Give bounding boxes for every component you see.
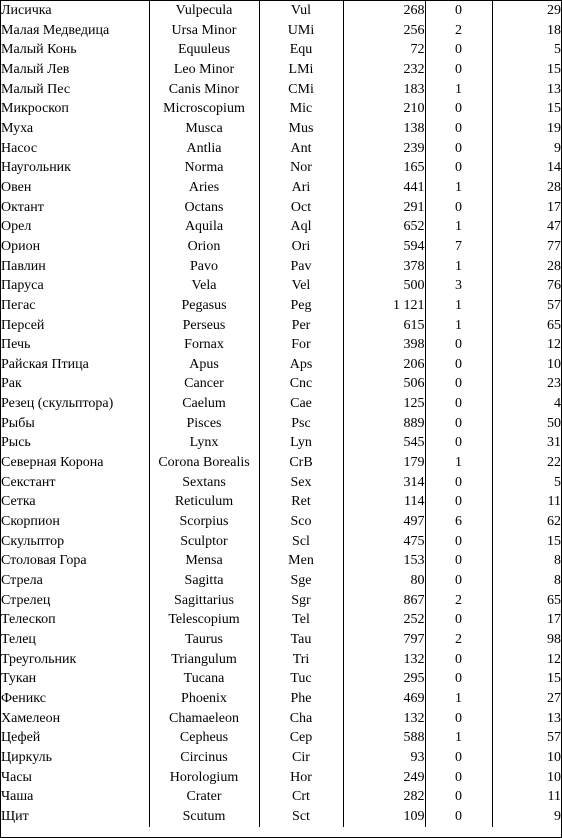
count-a-cell: 1: [425, 316, 492, 336]
count-b-cell: 57: [492, 728, 561, 748]
latin-name-cell: Sagittarius: [149, 591, 259, 611]
count-a-cell: 0: [425, 394, 492, 414]
latin-name-cell: Tucana: [149, 669, 259, 689]
latin-name-cell: Chamaeleon: [149, 709, 259, 729]
latin-name-cell: Apus: [149, 355, 259, 375]
count-a-cell: 2: [425, 630, 492, 650]
area-cell: 545: [343, 433, 425, 453]
latin-name-cell: Norma: [149, 158, 259, 178]
count-b-cell: 76: [492, 276, 561, 296]
latin-name-cell: Sagitta: [149, 571, 259, 591]
count-b-cell: 28: [492, 178, 561, 198]
table-row: [1, 80, 561, 100]
table-row: [1, 237, 561, 257]
russian-name-cell: Наугольник: [1, 160, 71, 176]
abbreviation-cell: Cha: [259, 709, 343, 729]
count-a-cell: 1: [425, 178, 492, 198]
count-b-cell: 9: [492, 139, 561, 159]
russian-name-cell: Стрелец: [1, 592, 51, 608]
russian-name-cell: Малый Пес: [1, 81, 71, 97]
russian-name-cell: Печь: [1, 337, 31, 353]
count-b-cell: 13: [492, 80, 561, 100]
count-a-cell: 0: [425, 198, 492, 218]
area-cell: 109: [343, 807, 425, 827]
russian-name-cell: Циркуль: [1, 749, 52, 765]
latin-name-cell: Pisces: [149, 414, 259, 434]
latin-name-cell: Sextans: [149, 473, 259, 493]
area-cell: 295: [343, 669, 425, 689]
table-row: [1, 807, 561, 827]
table-row: [1, 139, 561, 159]
table-body: [1, 1, 561, 827]
russian-name-cell: Северная Корона: [1, 455, 104, 471]
area-cell: 282: [343, 787, 425, 807]
russian-name-cell: Цефей: [1, 730, 41, 746]
abbreviation-cell: Aql: [259, 217, 343, 237]
count-a-cell: 0: [425, 610, 492, 630]
table-row: [1, 99, 561, 119]
count-b-cell: 8: [492, 551, 561, 571]
area-cell: 594: [343, 237, 425, 257]
abbreviation-cell: Peg: [259, 296, 343, 316]
area-cell: 232: [343, 60, 425, 80]
count-a-cell: 1: [425, 689, 492, 709]
count-b-cell: 98: [492, 630, 561, 650]
table-row: [1, 591, 561, 611]
area-cell: 93: [343, 748, 425, 768]
abbreviation-cell: Tel: [259, 610, 343, 630]
abbreviation-cell: Ori: [259, 237, 343, 257]
latin-name-cell: Fornax: [149, 335, 259, 355]
russian-name-cell: Тукан: [1, 671, 37, 687]
table-row: [1, 60, 561, 80]
abbreviation-cell: Men: [259, 551, 343, 571]
area-cell: 500: [343, 276, 425, 296]
russian-name-cell: Малая Медведица: [1, 22, 110, 38]
area-cell: 114: [343, 492, 425, 512]
latin-name-cell: Microscopium: [149, 99, 259, 119]
count-b-cell: 19: [492, 119, 561, 139]
count-a-cell: 1: [425, 80, 492, 100]
table-row: [1, 178, 561, 198]
count-a-cell: 0: [425, 139, 492, 159]
russian-name-cell: Октант: [1, 199, 44, 215]
latin-name-cell: Corona Borealis: [149, 453, 259, 473]
area-cell: 125: [343, 394, 425, 414]
russian-name-cell: Рысь: [1, 435, 31, 451]
area-cell: 291: [343, 198, 425, 218]
abbreviation-cell: Per: [259, 316, 343, 336]
russian-name-cell: Малый Лев: [1, 61, 70, 77]
area-cell: 797: [343, 630, 425, 650]
russian-name-cell: Райская Птица: [1, 356, 89, 372]
russian-name-cell: Овен: [1, 179, 32, 195]
latin-name-cell: Cepheus: [149, 728, 259, 748]
count-a-cell: 0: [425, 1, 492, 21]
area-cell: 615: [343, 316, 425, 336]
count-b-cell: 15: [492, 99, 561, 119]
russian-name-cell: Паруса: [1, 278, 44, 294]
table-row: [1, 512, 561, 532]
table-row: [1, 1, 561, 21]
area-cell: 469: [343, 689, 425, 709]
count-b-cell: 31: [492, 433, 561, 453]
abbreviation-cell: LMi: [259, 60, 343, 80]
count-b-cell: 11: [492, 492, 561, 512]
count-a-cell: 0: [425, 60, 492, 80]
russian-name-cell: Треугольник: [1, 651, 77, 667]
count-a-cell: 1: [425, 217, 492, 237]
area-cell: 867: [343, 591, 425, 611]
area-cell: 441: [343, 178, 425, 198]
abbreviation-cell: Vul: [259, 1, 343, 21]
count-b-cell: 22: [492, 453, 561, 473]
count-a-cell: 0: [425, 119, 492, 139]
russian-name-cell: Пегас: [1, 297, 36, 313]
count-a-cell: 0: [425, 473, 492, 493]
latin-name-cell: Taurus: [149, 630, 259, 650]
table-row: [1, 787, 561, 807]
count-a-cell: 0: [425, 492, 492, 512]
table-row: [1, 689, 561, 709]
count-a-cell: 0: [425, 99, 492, 119]
russian-name-cell: Хамелеон: [1, 710, 61, 726]
abbreviation-cell: Lyn: [259, 433, 343, 453]
latin-name-cell: Telescopium: [149, 610, 259, 630]
area-cell: 475: [343, 532, 425, 552]
abbreviation-cell: Tri: [259, 650, 343, 670]
count-a-cell: 0: [425, 787, 492, 807]
abbreviation-cell: Sct: [259, 807, 343, 827]
abbreviation-cell: CMi: [259, 80, 343, 100]
area-cell: 132: [343, 709, 425, 729]
abbreviation-cell: Scl: [259, 532, 343, 552]
area-cell: 256: [343, 21, 425, 41]
latin-name-cell: Octans: [149, 198, 259, 218]
count-b-cell: 12: [492, 650, 561, 670]
abbreviation-cell: UMi: [259, 21, 343, 41]
russian-name-cell: Щит: [1, 808, 29, 824]
table-row: [1, 473, 561, 493]
area-cell: 1 121: [343, 296, 425, 316]
latin-name-cell: Aries: [149, 178, 259, 198]
latin-name-cell: Ursa Minor: [149, 21, 259, 41]
table-row: [1, 610, 561, 630]
area-cell: 497: [343, 512, 425, 532]
latin-name-cell: Mensa: [149, 551, 259, 571]
count-b-cell: 17: [492, 610, 561, 630]
abbreviation-cell: Ret: [259, 492, 343, 512]
table-row: [1, 198, 561, 218]
russian-name-cell: Орион: [1, 238, 41, 254]
count-b-cell: 5: [492, 473, 561, 493]
abbreviation-cell: Sco: [259, 512, 343, 532]
abbreviation-cell: Aps: [259, 355, 343, 375]
abbreviation-cell: Nor: [259, 158, 343, 178]
table-row: [1, 257, 561, 277]
abbreviation-cell: Cep: [259, 728, 343, 748]
count-b-cell: 28: [492, 257, 561, 277]
area-cell: 132: [343, 650, 425, 670]
russian-name-cell: Рыбы: [1, 415, 35, 431]
table-row: [1, 394, 561, 414]
area-cell: 138: [343, 119, 425, 139]
table-row: [1, 21, 561, 41]
abbreviation-cell: CrB: [259, 453, 343, 473]
area-cell: 314: [343, 473, 425, 493]
russian-name-cell: Лисичка: [1, 3, 52, 18]
area-cell: 165: [343, 158, 425, 178]
count-b-cell: 50: [492, 414, 561, 434]
count-a-cell: 0: [425, 551, 492, 571]
russian-name-cell: Чаша: [1, 789, 34, 805]
table-row: [1, 630, 561, 650]
count-b-cell: 17: [492, 198, 561, 218]
russian-name-cell: Сетка: [1, 494, 36, 510]
abbreviation-cell: Cir: [259, 748, 343, 768]
abbreviation-cell: Pav: [259, 257, 343, 277]
latin-name-cell: Vulpecula: [149, 1, 259, 21]
count-a-cell: 0: [425, 374, 492, 394]
count-b-cell: 23: [492, 374, 561, 394]
table-row: [1, 551, 561, 571]
russian-name-cell: Столовая Гора: [1, 553, 87, 569]
table-row: [1, 492, 561, 512]
area-cell: 889: [343, 414, 425, 434]
table-row: [1, 453, 561, 473]
russian-name-cell: Телескоп: [1, 612, 56, 628]
count-b-cell: 15: [492, 60, 561, 80]
count-b-cell: 13: [492, 709, 561, 729]
latin-name-cell: Crater: [149, 787, 259, 807]
area-cell: 210: [343, 99, 425, 119]
abbreviation-cell: Sge: [259, 571, 343, 591]
latin-name-cell: Equuleus: [149, 40, 259, 60]
table-row: [1, 433, 561, 453]
count-a-cell: 1: [425, 453, 492, 473]
russian-name-cell: Скульптор: [1, 533, 65, 549]
russian-name-cell: Рак: [1, 376, 22, 392]
table-row: [1, 374, 561, 394]
count-a-cell: 0: [425, 669, 492, 689]
count-b-cell: 9: [492, 807, 561, 827]
count-b-cell: 29: [492, 1, 561, 21]
count-b-cell: 10: [492, 355, 561, 375]
latin-name-cell: Orion: [149, 237, 259, 257]
area-cell: 398: [343, 335, 425, 355]
area-cell: 652: [343, 217, 425, 237]
table-row: [1, 650, 561, 670]
count-a-cell: 0: [425, 355, 492, 375]
area-cell: 179: [343, 453, 425, 473]
table-row: [1, 217, 561, 237]
table-row: [1, 316, 561, 336]
table-row: [1, 748, 561, 768]
russian-name-cell: Телец: [1, 632, 36, 647]
area-cell: 506: [343, 374, 425, 394]
count-b-cell: 77: [492, 237, 561, 257]
latin-name-cell: Perseus: [149, 316, 259, 336]
latin-name-cell: Horologium: [149, 768, 259, 788]
count-a-cell: 0: [425, 158, 492, 178]
count-b-cell: 11: [492, 787, 561, 807]
count-a-cell: 0: [425, 709, 492, 729]
count-b-cell: 12: [492, 335, 561, 355]
count-b-cell: 47: [492, 217, 561, 237]
table-row: [1, 355, 561, 375]
table-row: [1, 728, 561, 748]
table-row: [1, 414, 561, 434]
abbreviation-cell: Cnc: [259, 374, 343, 394]
count-b-cell: 15: [492, 532, 561, 552]
area-cell: 588: [343, 728, 425, 748]
count-a-cell: 0: [425, 335, 492, 355]
count-b-cell: 65: [492, 316, 561, 336]
count-a-cell: 0: [425, 433, 492, 453]
latin-name-cell: Antlia: [149, 139, 259, 159]
latin-name-cell: Pavo: [149, 257, 259, 277]
count-b-cell: 65: [492, 591, 561, 611]
russian-name-cell: Павлин: [1, 258, 46, 274]
abbreviation-cell: Equ: [259, 40, 343, 60]
count-a-cell: 6: [425, 512, 492, 532]
russian-name-cell: Орел: [1, 219, 32, 235]
latin-name-cell: Triangulum: [149, 650, 259, 670]
abbreviation-cell: Vel: [259, 276, 343, 296]
count-a-cell: 0: [425, 571, 492, 591]
table-row: [1, 40, 561, 60]
count-b-cell: 57: [492, 296, 561, 316]
count-a-cell: 1: [425, 296, 492, 316]
latin-name-cell: Scutum: [149, 807, 259, 827]
area-cell: 206: [343, 355, 425, 375]
count-a-cell: 2: [425, 591, 492, 611]
latin-name-cell: Scorpius: [149, 512, 259, 532]
count-a-cell: 3: [425, 276, 492, 296]
count-b-cell: 10: [492, 768, 561, 788]
count-a-cell: 0: [425, 414, 492, 434]
count-a-cell: 0: [425, 650, 492, 670]
latin-name-cell: Caelum: [149, 394, 259, 414]
count-b-cell: 8: [492, 571, 561, 591]
area-cell: 268: [343, 1, 425, 21]
russian-name-cell: Персей: [1, 317, 45, 333]
count-a-cell: 0: [425, 807, 492, 827]
table-row: [1, 296, 561, 316]
russian-name-cell: Малый Конь: [1, 42, 77, 58]
area-cell: 72: [343, 40, 425, 60]
latin-name-cell: Phoenix: [149, 689, 259, 709]
area-cell: 80: [343, 571, 425, 591]
area-cell: 183: [343, 80, 425, 100]
table-row: [1, 119, 561, 139]
russian-name-cell: Скорпион: [1, 514, 60, 530]
table-row: [1, 276, 561, 296]
latin-name-cell: Vela: [149, 276, 259, 296]
table-row: [1, 158, 561, 178]
count-a-cell: 2: [425, 21, 492, 41]
abbreviation-cell: Tuc: [259, 669, 343, 689]
abbreviation-cell: Hor: [259, 768, 343, 788]
area-cell: 239: [343, 139, 425, 159]
abbreviation-cell: Mus: [259, 119, 343, 139]
abbreviation-cell: Oct: [259, 198, 343, 218]
latin-name-cell: Musca: [149, 119, 259, 139]
table-row: [1, 768, 561, 788]
area-cell: 378: [343, 257, 425, 277]
count-a-cell: 0: [425, 40, 492, 60]
table-row: [1, 335, 561, 355]
count-b-cell: 27: [492, 689, 561, 709]
table-row: [1, 669, 561, 689]
area-cell: 153: [343, 551, 425, 571]
abbreviation-cell: For: [259, 335, 343, 355]
russian-name-cell: Стрела: [1, 573, 43, 589]
abbreviation-cell: Ant: [259, 139, 343, 159]
abbreviation-cell: Cae: [259, 394, 343, 414]
russian-name-cell: Часы: [1, 769, 32, 785]
count-a-cell: 0: [425, 748, 492, 768]
count-a-cell: 0: [425, 532, 492, 552]
count-b-cell: 4: [492, 394, 561, 414]
count-b-cell: 10: [492, 748, 561, 768]
latin-name-cell: Reticulum: [149, 492, 259, 512]
latin-name-cell: Circinus: [149, 748, 259, 768]
count-b-cell: 62: [492, 512, 561, 532]
russian-name-cell: Микроскоп: [1, 101, 69, 117]
count-a-cell: 0: [425, 768, 492, 788]
abbreviation-cell: Psc: [259, 414, 343, 434]
table-row: [1, 532, 561, 552]
area-cell: 252: [343, 610, 425, 630]
russian-name-cell: Резец (скульптора): [1, 396, 114, 412]
count-b-cell: 14: [492, 158, 561, 178]
table-row: [1, 571, 561, 591]
latin-name-cell: Lynx: [149, 433, 259, 453]
latin-name-cell: Pegasus: [149, 296, 259, 316]
area-cell: 249: [343, 768, 425, 788]
russian-name-cell: Муха: [1, 120, 34, 136]
latin-name-cell: Canis Minor: [149, 80, 259, 100]
count-a-cell: 1: [425, 728, 492, 748]
latin-name-cell: Cancer: [149, 374, 259, 394]
count-b-cell: 18: [492, 21, 561, 41]
abbreviation-cell: Phe: [259, 689, 343, 709]
table-row: [1, 709, 561, 729]
count-a-cell: 1: [425, 257, 492, 277]
count-a-cell: 7: [425, 237, 492, 257]
abbreviation-cell: Sgr: [259, 591, 343, 611]
russian-name-cell: Феникс: [1, 690, 46, 706]
russian-name-cell: Секстант: [1, 474, 56, 490]
constellation-table: [1, 1, 561, 827]
abbreviation-cell: Crt: [259, 787, 343, 807]
abbreviation-cell: Sex: [259, 473, 343, 493]
latin-name-cell: Sculptor: [149, 532, 259, 552]
latin-name-cell: Aquila: [149, 217, 259, 237]
count-b-cell: 5: [492, 40, 561, 60]
abbreviation-cell: Tau: [259, 630, 343, 650]
count-b-cell: 15: [492, 669, 561, 689]
latin-name-cell: Leo Minor: [149, 60, 259, 80]
abbreviation-cell: Mic: [259, 99, 343, 119]
russian-name-cell: Насос: [1, 140, 38, 156]
abbreviation-cell: Ari: [259, 178, 343, 198]
